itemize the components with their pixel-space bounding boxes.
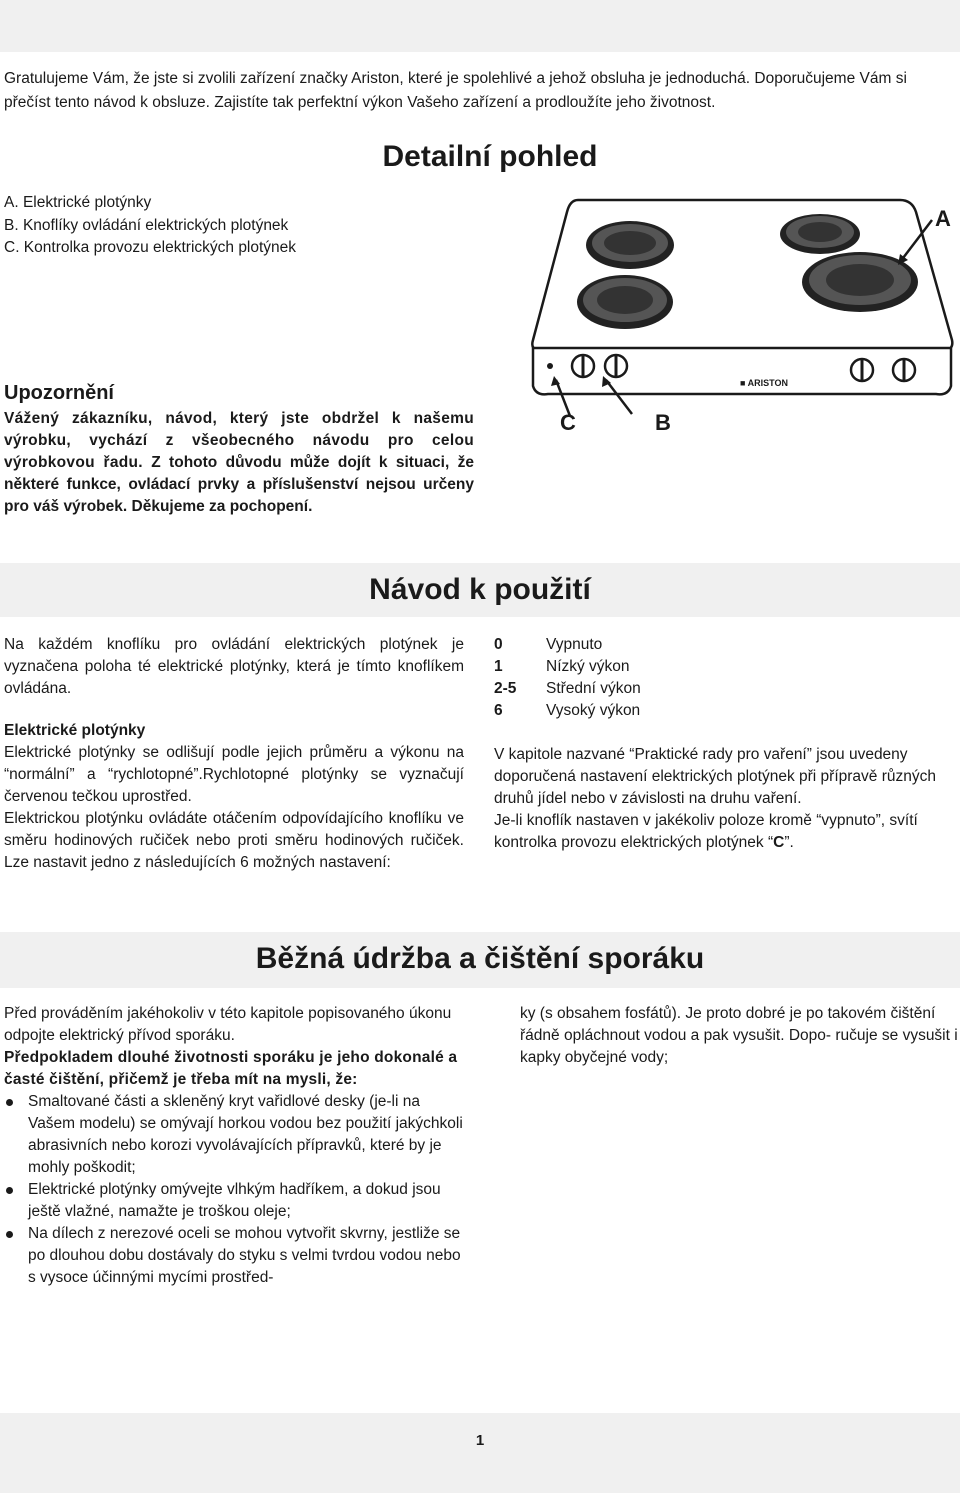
setting-label: Nízký výkon [546, 658, 630, 675]
warning-body [4, 408, 474, 518]
detail-heading: Detailní pohled [382, 140, 598, 173]
detail-legend [4, 192, 296, 260]
care-bullet-list [4, 1091, 466, 1289]
setting-row [494, 700, 641, 722]
setting-label: Vypnuto [546, 636, 603, 653]
label-a: A [935, 206, 951, 231]
indicator-light [547, 363, 553, 369]
usage-heading: Návod k použití [369, 573, 591, 606]
usage-right-text: Je-li knoflík nastaven v jakékoliv poloze kromě “vypnuto”, svítí kontrolka provozu elektrických plotýnek “ [494, 812, 918, 851]
page-number: 1 [475, 1432, 485, 1449]
usage-right-letter: C [773, 834, 785, 851]
setting-row [494, 634, 641, 656]
warning-title: Upozornění [4, 382, 114, 404]
care-paragraph-2: Předpokladem dlouhé životnosti sporáku je jeho dokonalé a časté čištění, přičemž je třeba mít na mysli, že: [4, 1049, 458, 1088]
hotplate-back-left [586, 221, 674, 269]
usage-paragraph-2: Elektrické plotýnky se odlišují podle jejich průměru a výkonu na “normální” a “rychlotopné”.Rychlotopné plotýnky se vyznačují červenou tečkou uprostřed. [4, 744, 464, 805]
care-right-column [520, 1003, 958, 1069]
label-b: B [655, 410, 671, 435]
care-heading: Běžná údržba a čištění sporáku [255, 942, 705, 975]
setting-key: 1 [494, 658, 503, 675]
setting-key: 6 [494, 702, 503, 719]
intro-text: Gratulujeme Vám, že jste si zvolili zařízení značky Ariston, které je spolehlivé a jehož obsluha je jednoduchá. Doporučujeme Vám si přečíst tento návod k obsluze. Zajistíte tak perfektní výkon Vašeho zařízení a prodloužíte jeho životnost. [4, 70, 907, 111]
list-item [4, 1179, 466, 1223]
warning-body-part1: Vážený zákazníku, návod, který jste obdržel k našemu výrobku, vychází z všeobecného návodu pro celou výrobkovou řadu. [4, 410, 474, 471]
list-item [4, 1091, 466, 1179]
setting-row [494, 656, 641, 678]
setting-label: Vysoký výkon [546, 702, 641, 719]
bullet-icon [6, 1099, 13, 1106]
settings-list [494, 634, 641, 722]
usage-paragraph-3: Elektrickou plotýnku ovládáte otáčením odpovídajícího knoflíku ve směru hodinových ručiček nebo proti směru hodinových ručiček. Lze nastavit jedno z následujících 6 možných nastavení: [4, 810, 464, 871]
hob-illustration [520, 190, 960, 440]
usage-right-column [494, 744, 956, 854]
usage-left-column [4, 634, 464, 874]
bullet-icon [6, 1231, 13, 1238]
list-item [4, 1223, 466, 1289]
list-item-text: Smaltované části a skleněný kryt vařidlové desky (je-li na Vašem modelu) se omývají horkou vodou bez použití jakýchkoli abrasivních nebo korozi vyvolávajících přípravků, které by je mohly poškodit; [28, 1093, 463, 1176]
usage-right-suffix: ”. [784, 834, 794, 851]
footer-band [0, 1413, 960, 1493]
care-right-paragraph: ky (s obsahem fosfátů). Je proto dobré je po takovém čištění řádně opláchnout vodou a pak vysušit. Dopo- ručuje se vysušit i kapky obyčejné vody; [520, 1005, 958, 1066]
legend-item-b: B. Knoflíky ovládání elektrických plotýnek [4, 216, 289, 234]
bullet-icon [6, 1187, 13, 1194]
setting-label: Střední výkon [546, 680, 641, 697]
brand-logo: ■ ARISTON [740, 378, 788, 388]
setting-row [494, 678, 641, 700]
header-band [0, 0, 960, 52]
hotplate-back-right [780, 214, 860, 254]
label-c: C [560, 410, 576, 435]
usage-right-paragraph-1: V kapitole nazvané “Praktické rady pro vaření” jsou uvedeny doporučená nastavení elektrických plotýnek při přípravě různých druhů jídel nebo v závislosti na druhu vaření. [494, 746, 936, 807]
legend-item-a: A. Elektrické plotýnky [4, 194, 152, 211]
warning-body-part2: Z tohoto důvodu může dojít k situaci, že některé funkce, ovládací prvky a příslušenství nejsou určeny pro váš výrobek. Děkujeme za pochopení. [4, 454, 475, 515]
knob-2 [605, 355, 627, 377]
hotplate-front-left [577, 275, 673, 329]
usage-subheading: Elektrické plotýnky [4, 722, 146, 739]
knob-1 [572, 355, 594, 377]
usage-right-paragraph-2 [494, 810, 956, 854]
usage-paragraph-1: Na každém knoflíku pro ovládání elektrických plotýnek je vyznačena poloha té elektrické plotýnky, která je tímto knoflíkem ovládána. [4, 636, 464, 697]
list-item-text: Elektrické plotýnky omývejte vlhkým hadříkem, a dokud jsou ještě vlažné, namažte je troškou oleje; [28, 1181, 441, 1220]
knob-3 [851, 359, 873, 381]
care-paragraph-1: Před prováděním jakéhokoliv v této kapitole popisovaného úkonu odpojte elektrický přívod sporáku. [4, 1005, 452, 1044]
legend-item-c: C. Kontrolka provozu elektrických plotýnek [4, 239, 297, 256]
knob-4 [893, 359, 915, 381]
setting-key: 2-5 [494, 680, 517, 697]
list-item-text: Na dílech z nerezové oceli se mohou vytvořit skvrny, jestliže se po dlouhou dobu dostávaly do styku s velmi tvrdou vodou nebo s vysoce účinnými mycími prostřed- [28, 1225, 461, 1286]
setting-key: 0 [494, 636, 503, 653]
care-left-column [4, 1003, 466, 1289]
